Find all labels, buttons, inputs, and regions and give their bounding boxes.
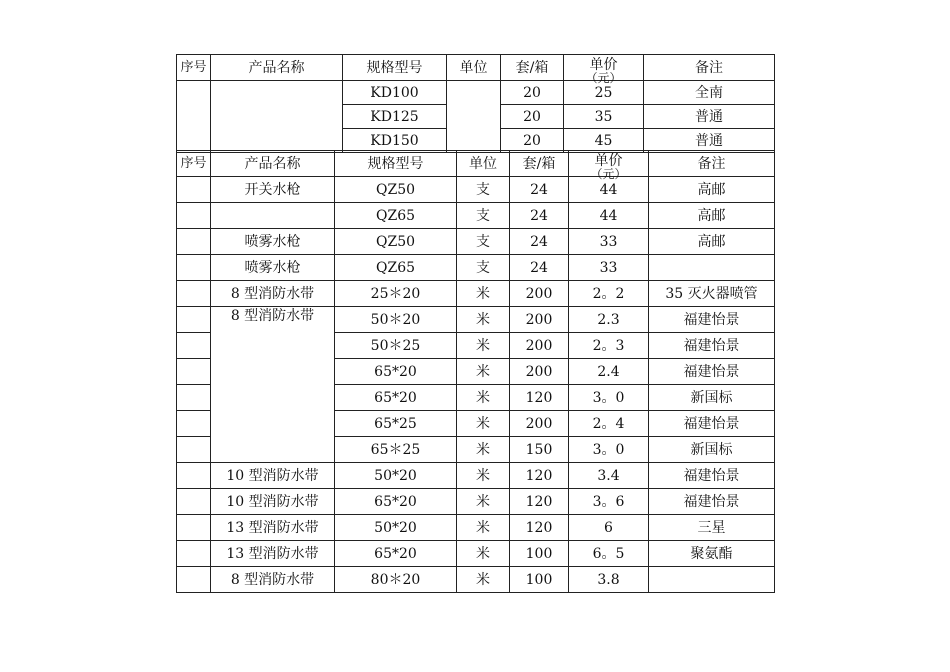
cell-qty: 200 — [510, 307, 569, 333]
cell-qty: 120 — [510, 515, 569, 541]
table-header-row — [177, 151, 775, 177]
cell-price: 44 — [569, 203, 649, 229]
cell-product-name: 8 型消防水带 — [211, 281, 335, 307]
cell-price: 45 — [564, 129, 644, 153]
cell-seq — [177, 255, 211, 281]
cell-seq — [177, 307, 211, 333]
cell-model: 50＊20 — [335, 307, 457, 333]
cell-unit: 支 — [457, 203, 510, 229]
cell-unit: 米 — [457, 385, 510, 411]
cell-note: 福建怡景 — [649, 333, 775, 359]
table-row — [177, 515, 775, 541]
cell-product-name: 8 型消防水带 — [211, 567, 335, 593]
cell-qty: 200 — [510, 281, 569, 307]
cell-note: 35 灭火器喷管 — [649, 281, 775, 307]
cell-price: 25 — [564, 81, 644, 105]
header-unit: 单位 — [447, 55, 501, 81]
cell-note: 普通 — [644, 129, 775, 153]
cell-price: 44 — [569, 177, 649, 203]
cell-model: 65*20 — [335, 385, 457, 411]
cell-price: 3.8 — [569, 567, 649, 593]
header-unit: 单位 — [457, 151, 510, 177]
header-unit-price-label: 单价 — [589, 56, 618, 73]
cell-qty: 150 — [510, 437, 569, 463]
cell-product-name: 13 型消防水带 — [211, 515, 335, 541]
header-model: 规格型号 — [335, 151, 457, 177]
cell-note: 聚氨酯 — [649, 541, 775, 567]
cell-qty: 100 — [510, 567, 569, 593]
cell-model: KD125 — [343, 105, 447, 129]
table-row — [177, 567, 775, 593]
cell-product-name: 10 型消防水带 — [211, 463, 335, 489]
cell-unit: 支 — [457, 229, 510, 255]
cell-product-name: 8 型消防水带 — [211, 307, 335, 463]
cell-price: 2.3 — [569, 307, 649, 333]
cell-qty: 100 — [510, 541, 569, 567]
table-row — [177, 489, 775, 515]
cell-unit: 米 — [457, 333, 510, 359]
cell-seq — [177, 411, 211, 437]
header-unit-price-currency: （元） — [585, 70, 622, 85]
header-remarks: 备注 — [644, 55, 775, 81]
cell-price: 33 — [569, 229, 649, 255]
header-unit-price — [569, 151, 649, 181]
table-row — [177, 177, 775, 203]
cell-note: 新国标 — [649, 437, 775, 463]
table-row — [177, 255, 775, 281]
cell-qty: 24 — [510, 255, 569, 281]
header-qty-per-box: 套/箱 — [501, 55, 564, 81]
cell-seq — [177, 385, 211, 411]
table-header-row — [177, 55, 775, 81]
cell-seq — [177, 437, 211, 463]
cell-note: 高邮 — [649, 203, 775, 229]
cell-model: 50＊25 — [335, 333, 457, 359]
cell-model: 65*20 — [335, 489, 457, 515]
cell-product-name: 喷雾水枪 — [211, 255, 335, 281]
cell-product-name — [211, 203, 335, 229]
cell-seq — [177, 515, 211, 541]
cell-price: 2。2 — [569, 281, 649, 307]
price-table-hoses — [176, 150, 775, 593]
cell-seq — [177, 229, 211, 255]
cell-qty: 24 — [510, 177, 569, 203]
table-row — [177, 229, 775, 255]
cell-note — [649, 567, 775, 593]
cell-seq — [177, 203, 211, 229]
table-row — [177, 203, 775, 229]
cell-qty: 24 — [510, 229, 569, 255]
cell-qty: 120 — [510, 385, 569, 411]
cell-unit: 米 — [457, 307, 510, 333]
cell-unit — [447, 81, 501, 153]
cell-seq — [177, 489, 211, 515]
cell-note: 高邮 — [649, 177, 775, 203]
cell-qty: 20 — [501, 105, 564, 129]
cell-model: QZ50 — [335, 229, 457, 255]
cell-qty: 200 — [510, 411, 569, 437]
table-row — [177, 81, 775, 105]
cell-unit: 米 — [457, 463, 510, 489]
cell-model: 25＊20 — [335, 281, 457, 307]
cell-model: KD150 — [343, 129, 447, 153]
header-seq: 序号 — [177, 151, 211, 177]
cell-product-name: 10 型消防水带 — [211, 489, 335, 515]
cell-unit: 支 — [457, 177, 510, 203]
cell-price: 3。6 — [569, 489, 649, 515]
cell-model: KD100 — [343, 81, 447, 105]
cell-unit: 米 — [457, 411, 510, 437]
cell-qty: 20 — [501, 81, 564, 105]
cell-price: 6 — [569, 515, 649, 541]
table-row — [177, 541, 775, 567]
cell-qty: 200 — [510, 359, 569, 385]
cell-qty: 24 — [510, 203, 569, 229]
cell-unit: 米 — [457, 489, 510, 515]
cell-model: QZ65 — [335, 203, 457, 229]
cell-model: 65*20 — [335, 541, 457, 567]
cell-note: 普通 — [644, 105, 775, 129]
cell-seq — [177, 463, 211, 489]
cell-price: 6。5 — [569, 541, 649, 567]
cell-model: 50*20 — [335, 463, 457, 489]
cell-price: 2。3 — [569, 333, 649, 359]
cell-note: 福建怡景 — [649, 307, 775, 333]
cell-seq — [177, 281, 211, 307]
cell-seq — [177, 541, 211, 567]
table-row — [177, 307, 775, 333]
cell-qty: 20 — [501, 129, 564, 153]
table-row — [177, 281, 775, 307]
cell-note: 高邮 — [649, 229, 775, 255]
cell-price: 2。4 — [569, 411, 649, 437]
header-unit-price-currency: （元） — [590, 166, 627, 181]
cell-price: 33 — [569, 255, 649, 281]
cell-model: 80＊20 — [335, 567, 457, 593]
cell-model: QZ50 — [335, 177, 457, 203]
header-remarks: 备注 — [649, 151, 775, 177]
cell-unit: 米 — [457, 541, 510, 567]
cell-product-name: 开关水枪 — [211, 177, 335, 203]
cell-note: 福建怡景 — [649, 489, 775, 515]
cell-seq — [177, 333, 211, 359]
cell-price: 3.4 — [569, 463, 649, 489]
cell-unit: 支 — [457, 255, 510, 281]
header-unit-price — [564, 55, 644, 85]
cell-model: 50*20 — [335, 515, 457, 541]
cell-note — [649, 255, 775, 281]
cell-note: 福建怡景 — [649, 411, 775, 437]
cell-model: 65＊25 — [335, 437, 457, 463]
cell-product-name: 13 型消防水带 — [211, 541, 335, 567]
cell-qty: 200 — [510, 333, 569, 359]
cell-price: 35 — [564, 105, 644, 129]
cell-product-name: 喷雾水枪 — [211, 229, 335, 255]
cell-seq — [177, 81, 211, 153]
header-model: 规格型号 — [343, 55, 447, 81]
cell-product-name — [211, 81, 343, 153]
cell-price: 3。0 — [569, 385, 649, 411]
cell-note: 全南 — [644, 81, 775, 105]
header-qty-per-box: 套/箱 — [510, 151, 569, 177]
cell-seq — [177, 177, 211, 203]
cell-seq — [177, 567, 211, 593]
cell-unit: 米 — [457, 281, 510, 307]
cell-price: 2.4 — [569, 359, 649, 385]
cell-price: 3。0 — [569, 437, 649, 463]
cell-model: 65*25 — [335, 411, 457, 437]
cell-qty: 120 — [510, 463, 569, 489]
cell-unit: 米 — [457, 359, 510, 385]
cell-note: 三星 — [649, 515, 775, 541]
cell-model: 65*20 — [335, 359, 457, 385]
cell-note: 新国标 — [649, 385, 775, 411]
table-row — [177, 463, 775, 489]
cell-unit: 米 — [457, 567, 510, 593]
cell-seq — [177, 359, 211, 385]
cell-qty: 120 — [510, 489, 569, 515]
cell-unit: 米 — [457, 437, 510, 463]
header-unit-price-label: 单价 — [594, 152, 623, 169]
header-seq: 序号 — [177, 55, 211, 81]
cell-model: QZ65 — [335, 255, 457, 281]
header-product-name: 产品名称 — [211, 55, 343, 81]
cell-note: 福建怡景 — [649, 463, 775, 489]
header-product-name: 产品名称 — [211, 151, 335, 177]
cell-note: 福建怡景 — [649, 359, 775, 385]
cell-unit: 米 — [457, 515, 510, 541]
price-table-nozzles — [176, 54, 775, 153]
